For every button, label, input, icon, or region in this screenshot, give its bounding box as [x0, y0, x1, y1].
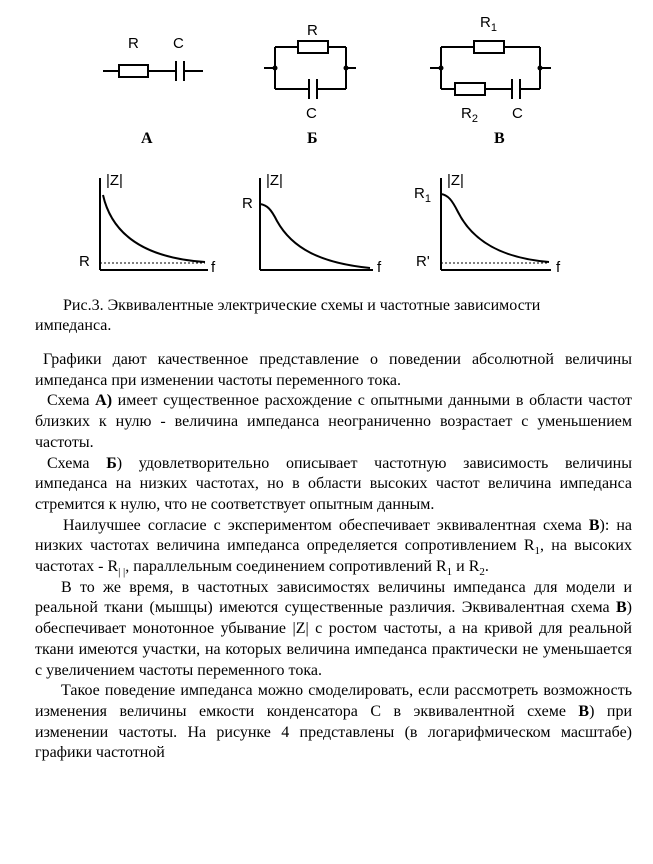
paragraph-3: Схема Б) удовлетворительно описывает частотную зависимость величины импеданса на низких частотах, но в области высоких частот величина импеданса стремится к нулю, что не соответствует опытным данным.: [35, 454, 632, 513]
graph-v-ylabel: |Z|: [447, 172, 464, 189]
resistor-r2: [455, 83, 485, 95]
circuit-a: [103, 61, 203, 81]
graph-a-curve: [103, 195, 205, 262]
circuit-v: [430, 41, 551, 99]
graph-v-axes: [441, 178, 551, 270]
graph-b-xlabel: f: [377, 259, 382, 276]
circuit-a-c-label: C: [173, 35, 184, 52]
graph-b-ylabel: |Z|: [266, 172, 283, 189]
paragraph-4: Наилучшее согласие с экспериментом обеспечивает эквивалентная схема В): на низких частотах величина импеданса определяется сопротивлением $R_1$, на высоких частотах - $R_{| |}$, параллельным соединением сопротивлений $R_1$ и $R_2$.: [35, 516, 633, 579]
graph-a-xlabel: f: [211, 259, 216, 276]
circuit-b: [264, 41, 356, 99]
junction-dot: [538, 66, 543, 71]
resistor-r: [119, 65, 148, 77]
circuit-a-r-label: R: [128, 35, 139, 52]
circuit-v-r2-label: $R_2$: [461, 105, 478, 125]
graph-v-start-label: $R_1$: [414, 185, 431, 205]
resistor-r: [298, 41, 328, 53]
resistor-r1: [474, 41, 504, 53]
paragraph-6: Такое поведение импеданса можно смоделировать, если рассмотреть возможность изменения величины емкости конденсатора C в эквивалентной схеме В) при изменении частоты. На рисунке 4 представлены (в логарифмическом масштабе) графики частотной: [35, 682, 632, 762]
paragraph-1: Графики дают качественное представление о поведении абсолютной величины импеданса при изменении частоты переменного тока.: [35, 351, 632, 389]
paragraph-2: Схема А) имеет существенное расхождение с опытными данными в области частот близких к нулю - величина импеданса неограниченно возрастает с уменьшением частоты.: [35, 392, 632, 451]
graph-a-ylabel: |Z|: [106, 172, 123, 189]
circuit-v-letter: В: [494, 130, 505, 147]
junction-dot: [344, 66, 349, 71]
graph-v-curve: [441, 194, 549, 262]
paragraph-5: В то же время, в частотных зависимостях величины импеданса для модели и реальной ткани (мышцы) имеются существенные различия. Эквивалентная схема В) обеспечивает монотонное убывание |Z| с ростом частоты, а на кривой для реальной ткани имеются участки, на которых величина импеданса практически не уменьшается с увеличением частоты переменного тока.: [35, 578, 632, 679]
circuit-v-r1-label: $R_1$: [480, 14, 497, 34]
caption-line-2: импеданса.: [35, 317, 112, 334]
figure-caption: [35, 296, 632, 336]
figure-3: [0, 0, 653, 290]
graph-b-curve: [260, 204, 370, 268]
graph-v-level-label: R': [416, 253, 430, 270]
caption-line-1: Рис.3. Эквивалентные электрические схемы и частотные зависимости: [63, 297, 541, 314]
graph-v-xlabel: f: [556, 259, 561, 276]
figure-svg: [0, 0, 653, 290]
junction-dot: [273, 66, 278, 71]
circuit-b-letter: Б: [307, 130, 318, 147]
circuit-b-c-label: C: [306, 105, 317, 122]
body-text: [35, 350, 632, 764]
graph-b-start-label: R: [242, 195, 253, 212]
circuit-b-r-label: R: [307, 22, 318, 39]
circuit-a-letter: А: [141, 130, 153, 147]
graph-a-level-label: R: [79, 253, 90, 270]
circuit-v-c-label: C: [512, 105, 523, 122]
junction-dot: [439, 66, 444, 71]
